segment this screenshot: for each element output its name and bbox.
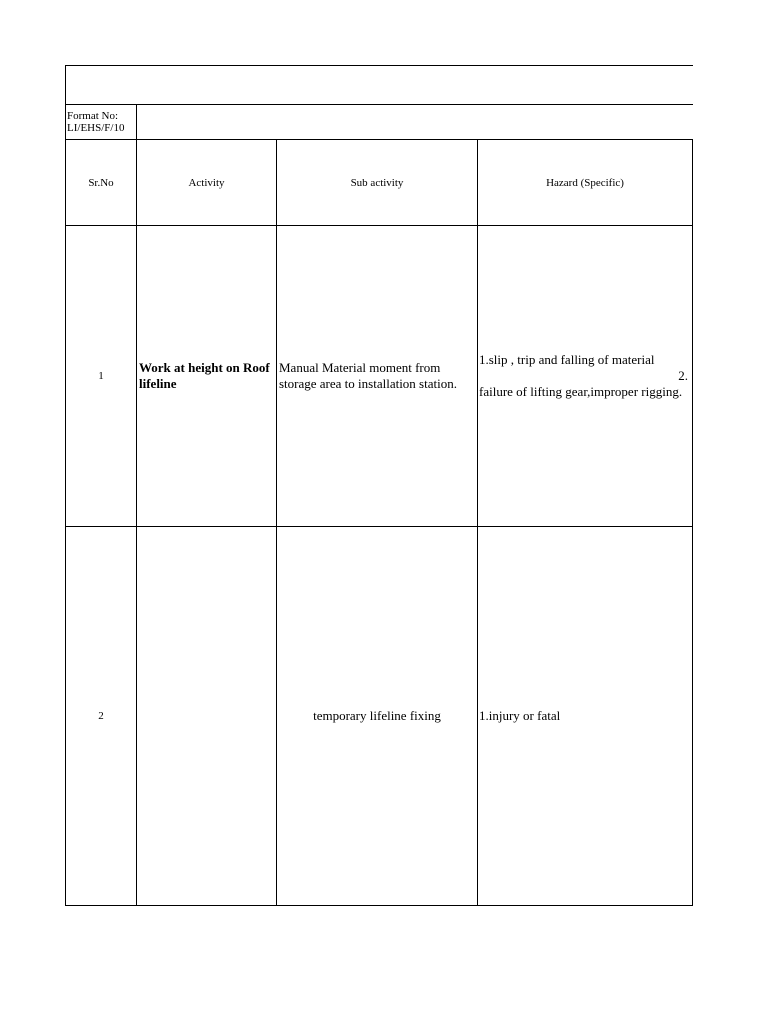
- row2-hazard-line1: 1.injury or fatal: [479, 708, 561, 723]
- format-no-cell: [66, 105, 136, 139]
- grid-line-right: [692, 139, 693, 906]
- row2-sub-activity: [277, 527, 477, 905]
- header-activity: [137, 140, 276, 225]
- header-hazard: [478, 140, 692, 225]
- title-cell: [66, 66, 692, 104]
- row2-hazard: [478, 527, 692, 905]
- row2-sub-activity-value: temporary lifeline fixing: [313, 708, 441, 723]
- row1-hazard-line2: 2.: [678, 368, 688, 383]
- row1-hazard-line1: 1.slip , trip and falling of material: [479, 352, 655, 367]
- grid-line-bottom: [65, 905, 693, 906]
- row2-sr-no: [66, 527, 136, 905]
- header-activity-label: Activity: [188, 176, 225, 189]
- row1-sr-no: [66, 226, 136, 526]
- header-sr-no: [66, 140, 136, 225]
- header-sub-activity: [277, 140, 477, 225]
- row1-sr-no-value: 1: [98, 370, 104, 382]
- header-sub-activity-label: Sub activity: [350, 176, 404, 189]
- format-no-label: Format No:: [67, 110, 119, 122]
- row1-sub-activity: [277, 226, 477, 526]
- row2-sr-no-value: 2: [98, 710, 104, 722]
- row1-activity-value: Work at height on Roof lifeline: [139, 360, 270, 391]
- grid-line-title-bottom: [65, 104, 693, 105]
- row1-hazard: [478, 226, 692, 526]
- header-sr-no-label: Sr.No: [88, 176, 114, 189]
- row1-activity: [137, 226, 276, 526]
- format-no-value: LI/EHS/F/10: [67, 122, 125, 134]
- row1-sub-activity-value: Manual Material moment from storage area to installation station.: [279, 360, 457, 391]
- row2-activity: [137, 527, 276, 905]
- risk-assessment-sheet: [65, 65, 693, 906]
- header-hazard-label: Hazard (Specific): [546, 176, 624, 189]
- row1-hazard-line3: failure of lifting gear,improper rigging.: [479, 384, 683, 399]
